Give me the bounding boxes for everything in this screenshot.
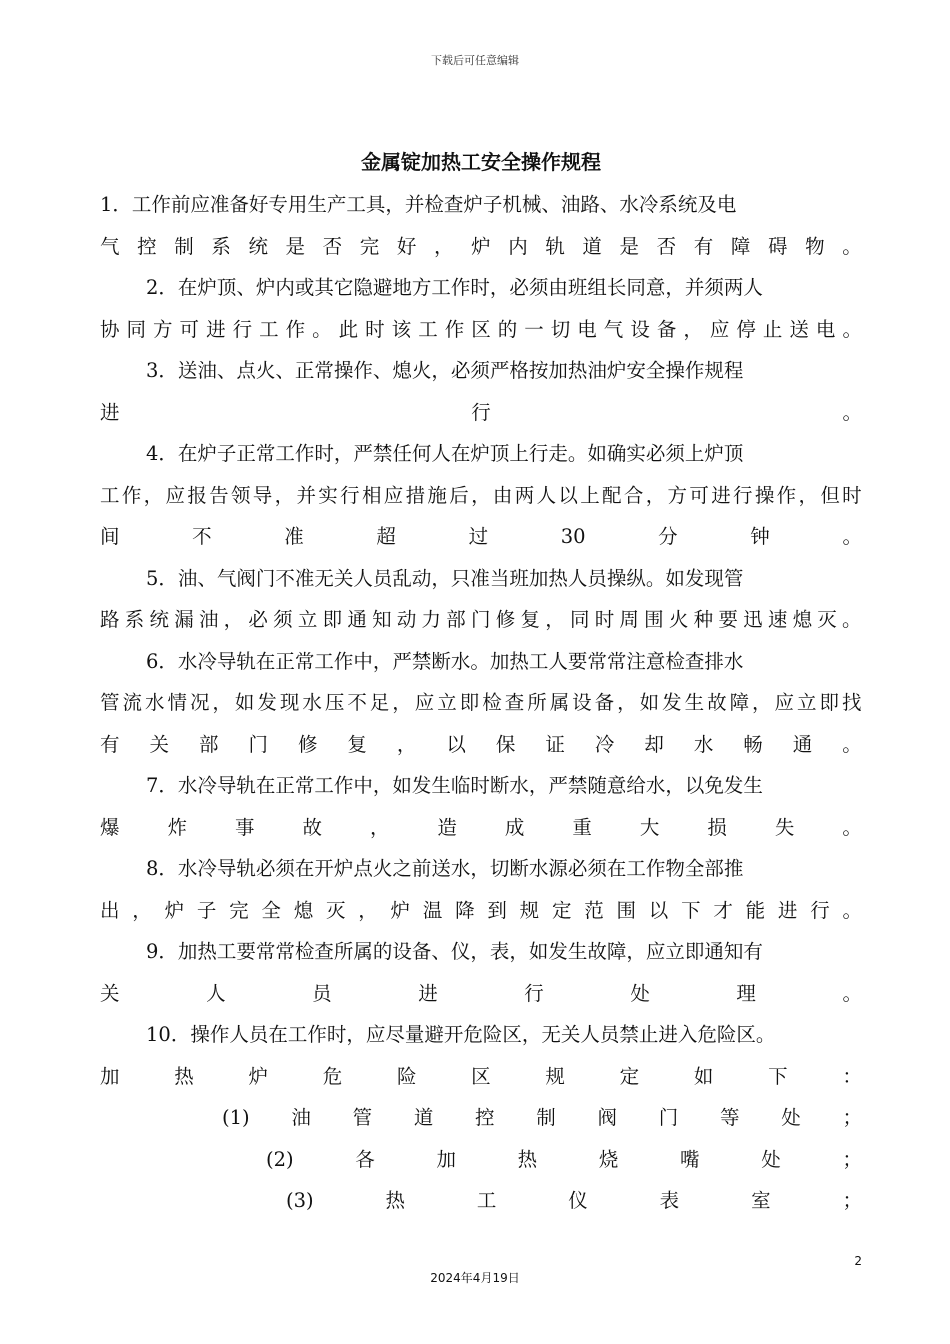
- text-glyph: 进: [206, 317, 226, 341]
- text-token: 间: [100, 525, 120, 548]
- text-glyph: 。: [312, 317, 332, 341]
- text-glyph: 否: [656, 234, 677, 258]
- text-glyph: 操: [754, 483, 775, 507]
- text-glyph: 危: [322, 1064, 343, 1088]
- text-token: 处: [630, 981, 650, 1005]
- text-glyph: 炉: [471, 234, 491, 258]
- line-16: [100, 807, 862, 849]
- text-glyph: 告: [209, 483, 229, 507]
- text-glyph: 统: [248, 234, 268, 258]
- text-glyph: 作: [285, 317, 306, 341]
- text-glyph: 有: [693, 234, 714, 258]
- text-glyph: 措: [405, 483, 426, 507]
- text-glyph: 规: [519, 898, 540, 922]
- text-glyph: 发: [662, 691, 682, 714]
- text-glyph: 控: [137, 234, 157, 258]
- text-glyph: ，: [798, 483, 819, 507]
- text-token: 员: [312, 981, 332, 1005]
- text-glyph: 熄: [293, 898, 314, 922]
- text-glyph: 修: [297, 732, 318, 756]
- text-glyph: 后: [449, 483, 469, 507]
- text-glyph: 作: [444, 317, 465, 341]
- text-token: (3): [286, 1189, 314, 1212]
- text-token: 行: [524, 981, 544, 1005]
- text-glyph: 。: [842, 898, 862, 922]
- text-token: 理: [736, 981, 756, 1005]
- text-token: ；: [842, 1189, 862, 1212]
- text-glyph: 复: [347, 732, 367, 756]
- text-glyph: 以: [446, 732, 466, 756]
- line-7: 4．在炉子正常工作时，严禁任何人在炉顶上行走。如确实必须上炉顶: [146, 442, 744, 465]
- text-glyph: 不: [347, 691, 367, 714]
- line-23: [100, 1097, 862, 1139]
- text-glyph: 修: [495, 608, 516, 631]
- text-glyph: ，: [545, 608, 565, 631]
- text-glyph: 油: [198, 608, 219, 631]
- text-glyph: 。: [842, 732, 862, 756]
- text-glyph: 系: [124, 608, 145, 631]
- text-glyph: 立: [797, 691, 817, 714]
- text-glyph: 有: [100, 732, 120, 756]
- text-glyph: 加: [100, 1064, 120, 1088]
- text-token: 失: [774, 815, 795, 839]
- text-glyph: 配: [602, 483, 622, 507]
- text-glyph: ，: [683, 317, 703, 341]
- text-glyph: 施: [427, 483, 447, 507]
- text-glyph: 炉: [390, 898, 411, 922]
- text-glyph: 才: [713, 898, 733, 922]
- text-glyph: 好: [396, 234, 417, 258]
- line-2: [100, 226, 862, 268]
- text-glyph: 行: [733, 483, 753, 507]
- text-glyph: 能: [745, 898, 766, 922]
- text-token: 门: [658, 1106, 679, 1129]
- text-glyph: 速: [767, 608, 788, 631]
- text-token: 进: [418, 981, 438, 1005]
- text-token: 嘴: [680, 1147, 700, 1171]
- text-glyph: 两: [514, 483, 535, 507]
- text-glyph: ：: [842, 1064, 862, 1088]
- text-glyph: 工: [100, 483, 120, 507]
- text-glyph: 如: [234, 691, 255, 714]
- document-body: [100, 184, 862, 1222]
- text-glyph: 系: [211, 234, 231, 258]
- text-glyph: ，: [617, 691, 637, 714]
- text-glyph: 领: [230, 483, 251, 507]
- text-glyph: 温: [422, 898, 443, 922]
- text-glyph: 应: [774, 691, 795, 714]
- line-18: [100, 890, 862, 932]
- text-token: 油: [291, 1106, 311, 1129]
- text-token: 。: [842, 815, 862, 839]
- text-glyph: 障: [729, 691, 750, 714]
- text-glyph: 报: [187, 483, 207, 507]
- text-token: 处: [761, 1147, 781, 1171]
- text-glyph: 如: [693, 1064, 714, 1088]
- text-glyph: 情: [167, 691, 187, 714]
- text-glyph: 冷: [594, 732, 615, 756]
- text-glyph: 进: [777, 898, 798, 922]
- text-glyph: 关: [149, 732, 169, 756]
- text-glyph: 否: [322, 234, 343, 258]
- text-glyph: 门: [471, 608, 491, 631]
- text-glyph: 工: [418, 317, 438, 341]
- line-25: [100, 1180, 862, 1222]
- text-token: 进: [100, 400, 120, 424]
- text-glyph: 要: [718, 608, 738, 631]
- text-glyph: 气: [603, 317, 624, 341]
- text-token: ，: [369, 815, 390, 839]
- line-9: [100, 516, 862, 558]
- text-glyph: 灭: [325, 898, 346, 922]
- text-glyph: 水: [693, 732, 714, 756]
- line-20: [100, 973, 862, 1015]
- text-glyph: 道: [582, 234, 602, 258]
- text-glyph: 即: [322, 608, 343, 631]
- text-glyph: 熄: [792, 608, 813, 631]
- text-glyph: 以: [648, 898, 669, 922]
- text-glyph: ，: [752, 691, 772, 714]
- text-glyph: 区: [471, 317, 491, 341]
- text-glyph: 可: [689, 483, 709, 507]
- text-glyph: 足: [369, 691, 390, 714]
- text-glyph: 制: [174, 234, 194, 258]
- text-glyph: 相: [361, 483, 382, 507]
- text-glyph: 须: [273, 608, 293, 631]
- text-glyph: 子: [196, 898, 217, 922]
- text-glyph: 内: [508, 234, 528, 258]
- text-token: 超: [376, 525, 396, 548]
- text-glyph: 此: [338, 317, 359, 341]
- text-token: 工: [476, 1189, 497, 1212]
- text-glyph: 故: [707, 691, 727, 714]
- text-glyph: 动: [396, 608, 417, 631]
- text-glyph: 下: [681, 898, 701, 922]
- text-token: 重: [572, 815, 592, 839]
- text-glyph: 备: [656, 317, 677, 341]
- text-glyph: 如: [639, 691, 660, 714]
- text-glyph: 围: [616, 898, 637, 922]
- text-glyph: 查: [504, 691, 525, 714]
- text-glyph: 应: [165, 483, 185, 507]
- text-glyph: ，: [471, 483, 491, 507]
- text-glyph: 即: [459, 691, 480, 714]
- text-glyph: ，: [392, 691, 412, 714]
- text-glyph: 。: [842, 234, 862, 258]
- text-glyph: 时: [594, 608, 615, 631]
- text-token: 热: [517, 1147, 538, 1171]
- line-1: 1．工作前应准备好专用生产工具，并检查炉子机械、油路、水冷系统及电: [100, 193, 737, 216]
- line-10: 5．油、气阀门不准无关人员乱动，只准当班加热人员操纵。如发现管: [146, 566, 744, 590]
- text-token: 不: [192, 525, 212, 548]
- text-glyph: 种: [693, 608, 714, 631]
- text-glyph: 方: [667, 483, 688, 507]
- text-glyph: 完: [229, 898, 249, 922]
- text-token: 道: [413, 1106, 434, 1129]
- text-token: 等: [719, 1106, 740, 1129]
- text-token: 人: [206, 981, 226, 1005]
- text-glyph: 气: [100, 234, 120, 258]
- text-glyph: 全: [261, 898, 281, 922]
- text-glyph: 的: [497, 317, 518, 341]
- text-glyph: 流: [122, 691, 142, 714]
- line-14: [100, 724, 862, 766]
- text-glyph: 止: [762, 317, 783, 341]
- text-glyph: 立: [297, 608, 318, 631]
- text-glyph: 备: [594, 691, 615, 714]
- text-glyph: 保: [495, 732, 516, 756]
- text-glyph: 即: [819, 691, 840, 714]
- line-3: 2．在炉顶、炉内或其它隐避地方工作时，必须由班组长同意，并须两人: [146, 276, 763, 299]
- text-glyph: 电: [577, 317, 597, 341]
- text-token: 关: [100, 981, 120, 1005]
- text-glyph: 迅: [743, 608, 763, 631]
- text-glyph: 知: [372, 608, 392, 631]
- text-glyph: 作: [121, 483, 142, 507]
- text-token: 仪: [568, 1189, 588, 1212]
- text-glyph: 出: [100, 898, 120, 922]
- text-glyph: 行: [810, 898, 830, 922]
- text-token: 。: [842, 400, 862, 424]
- text-glyph: 停: [736, 317, 756, 341]
- text-glyph: 行: [232, 317, 253, 341]
- line-17: 8．水冷导轨必须在开炉点火之前送水，切断水源必须在工作物全部推: [146, 857, 744, 880]
- text-glyph: 以: [558, 483, 578, 507]
- text-glyph: 时: [365, 317, 385, 341]
- text-glyph: 障: [730, 234, 751, 258]
- text-glyph: 时: [842, 483, 862, 507]
- text-glyph: ，: [132, 898, 152, 922]
- text-token: 表: [659, 1189, 680, 1212]
- line-22: [100, 1056, 862, 1098]
- text-token: 分: [658, 525, 678, 548]
- text-token: 管: [352, 1106, 373, 1129]
- text-glyph: 定: [619, 1064, 640, 1088]
- text-token: (1): [222, 1106, 250, 1129]
- text-glyph: ，: [433, 234, 454, 258]
- text-glyph: 应: [414, 691, 435, 714]
- text-glyph: 炉: [248, 1064, 268, 1088]
- text-glyph: 。: [842, 317, 862, 341]
- text-glyph: 统: [149, 608, 169, 631]
- text-glyph: 协: [100, 317, 120, 341]
- text-token: 造: [437, 815, 457, 839]
- text-glyph: 发: [257, 691, 277, 714]
- text-glyph: 可: [179, 317, 200, 341]
- text-glyph: 规: [545, 1064, 565, 1088]
- text-glyph: 路: [100, 608, 120, 631]
- text-glyph: 所: [527, 691, 547, 714]
- text-glyph: 但: [820, 483, 840, 507]
- text-glyph: 设: [630, 317, 650, 341]
- line-15: 7．水冷导轨在正常工作中，如发生临时断水，严禁随意给水，以免发生: [146, 774, 763, 797]
- text-glyph: ，: [274, 483, 295, 507]
- footer-date: 2024年4月19日: [430, 1271, 520, 1285]
- text-glyph: 属: [549, 691, 570, 714]
- text-glyph: 部: [446, 608, 466, 631]
- line-24: [100, 1139, 862, 1181]
- text-glyph: 炉: [164, 898, 185, 922]
- text-glyph: 送: [789, 317, 809, 341]
- text-token: 准: [284, 525, 304, 548]
- text-glyph: 门: [248, 732, 268, 756]
- text-glyph: 水: [144, 691, 165, 714]
- text-glyph: 合: [623, 483, 644, 507]
- text-glyph: 工: [259, 317, 279, 341]
- text-token: 30: [560, 525, 586, 548]
- text-glyph: ，: [223, 608, 244, 631]
- text-glyph: 是: [619, 234, 640, 258]
- text-token: 故: [302, 815, 322, 839]
- line-5: 3．送油、点火、正常操作、熄火，必须严格按加热油炉安全操作规程: [146, 359, 744, 382]
- text-glyph: 完: [359, 234, 380, 258]
- text-glyph: 险: [396, 1064, 417, 1088]
- text-glyph: 是: [285, 234, 306, 258]
- text-glyph: ，: [358, 898, 378, 922]
- text-glyph: 。: [842, 608, 862, 631]
- text-token: 加: [436, 1147, 456, 1171]
- text-token: 行: [471, 400, 491, 424]
- text-glyph: 到: [487, 898, 507, 922]
- text-glyph: 同: [126, 317, 147, 341]
- text-glyph: 物: [805, 234, 825, 258]
- text-token: 成: [504, 815, 525, 839]
- text-token: 大: [639, 815, 660, 839]
- text-glyph: 复: [520, 608, 540, 631]
- line-6: [100, 392, 862, 434]
- line-11: [100, 599, 862, 641]
- text-glyph: 证: [545, 732, 565, 756]
- text-glyph: 上: [580, 483, 600, 507]
- text-token: 事: [234, 815, 255, 839]
- text-glyph: 通: [347, 608, 367, 631]
- text-glyph: 一: [524, 317, 544, 341]
- page-header: 下载后可任意编辑: [431, 54, 519, 67]
- page-number: 2: [854, 1254, 862, 1268]
- text-glyph: 该: [391, 317, 412, 341]
- text-token: 阀: [597, 1106, 618, 1129]
- text-glyph: 下: [768, 1064, 788, 1088]
- text-glyph: 由: [492, 483, 513, 507]
- text-glyph: 生: [684, 691, 705, 714]
- text-glyph: 热: [174, 1064, 194, 1088]
- text-glyph: 况: [189, 691, 210, 714]
- text-glyph: ，: [396, 732, 417, 756]
- text-glyph: 人: [536, 483, 557, 507]
- text-glyph: 必: [248, 608, 268, 631]
- text-token: 烧: [598, 1147, 619, 1171]
- text-glyph: 压: [324, 691, 345, 714]
- text-glyph: 同: [569, 608, 590, 631]
- text-glyph: 降: [455, 898, 475, 922]
- text-glyph: 并: [296, 483, 316, 507]
- text-glyph: 区: [471, 1064, 491, 1088]
- text-token: ；: [842, 1106, 862, 1129]
- text-glyph: 找: [841, 691, 862, 714]
- text-glyph: 定: [551, 898, 572, 922]
- text-token: 控: [475, 1106, 495, 1129]
- text-token: 热: [385, 1189, 406, 1212]
- text-glyph: 检: [482, 691, 502, 714]
- text-glyph: ，: [143, 483, 164, 507]
- text-glyph: 力: [421, 608, 442, 631]
- line-4: [100, 309, 862, 351]
- text-glyph: 作: [776, 483, 797, 507]
- text-glyph: 设: [572, 691, 592, 714]
- text-glyph: ，: [212, 691, 232, 714]
- text-glyph: 导: [252, 483, 273, 507]
- text-glyph: 灭: [817, 608, 837, 631]
- text-token: 。: [842, 525, 862, 548]
- text-glyph: 围: [644, 608, 664, 631]
- line-13: [100, 682, 862, 724]
- text-token: ；: [842, 1147, 862, 1171]
- document-title: 金属锭加热工安全操作规程: [361, 150, 601, 174]
- text-glyph: 现: [279, 691, 300, 714]
- line-8: [100, 475, 862, 517]
- text-token: 制: [536, 1106, 556, 1129]
- line-12: 6．水冷导轨在正常工作中，严禁断水。加热工人要常常注意检查排水: [146, 649, 744, 673]
- text-token: 损: [707, 815, 727, 839]
- text-glyph: 水: [302, 691, 322, 714]
- text-token: 处: [781, 1106, 801, 1129]
- text-glyph: ，: [645, 483, 666, 507]
- text-token: 室: [751, 1189, 771, 1212]
- text-token: (2): [266, 1147, 294, 1171]
- text-glyph: 电: [815, 317, 836, 341]
- text-glyph: 火: [668, 608, 689, 631]
- text-token: 炸: [167, 815, 187, 839]
- text-glyph: 漏: [174, 608, 194, 631]
- text-token: 。: [842, 981, 862, 1005]
- text-glyph: 碍: [767, 234, 788, 258]
- text-token: 爆: [100, 815, 120, 839]
- line-21: 10．操作人员在工作时，应尽量避开危险区，无关人员禁止进入危险区。: [146, 1023, 776, 1046]
- text-glyph: 却: [644, 732, 664, 756]
- text-glyph: 通: [792, 732, 813, 756]
- text-glyph: 实: [318, 483, 338, 507]
- text-glyph: 畅: [743, 732, 763, 756]
- text-glyph: 轨: [545, 234, 565, 258]
- text-glyph: 进: [711, 483, 731, 507]
- text-glyph: 部: [198, 732, 219, 756]
- line-19: 9．加热工要常常检查所属的设备、仪，表，如发生故障，应立即通知有: [146, 940, 763, 963]
- text-glyph: 应: [383, 483, 404, 507]
- text-glyph: 立: [437, 691, 457, 714]
- text-token: 钟: [750, 525, 770, 548]
- text-glyph: 管: [100, 691, 120, 714]
- text-glyph: 应: [709, 317, 730, 341]
- text-token: 各: [355, 1147, 375, 1171]
- text-glyph: 行: [340, 483, 360, 507]
- text-token: 过: [468, 525, 489, 548]
- text-glyph: 范: [584, 898, 604, 922]
- text-glyph: 切: [550, 317, 571, 341]
- text-glyph: 方: [153, 317, 173, 341]
- text-glyph: 周: [619, 608, 639, 631]
